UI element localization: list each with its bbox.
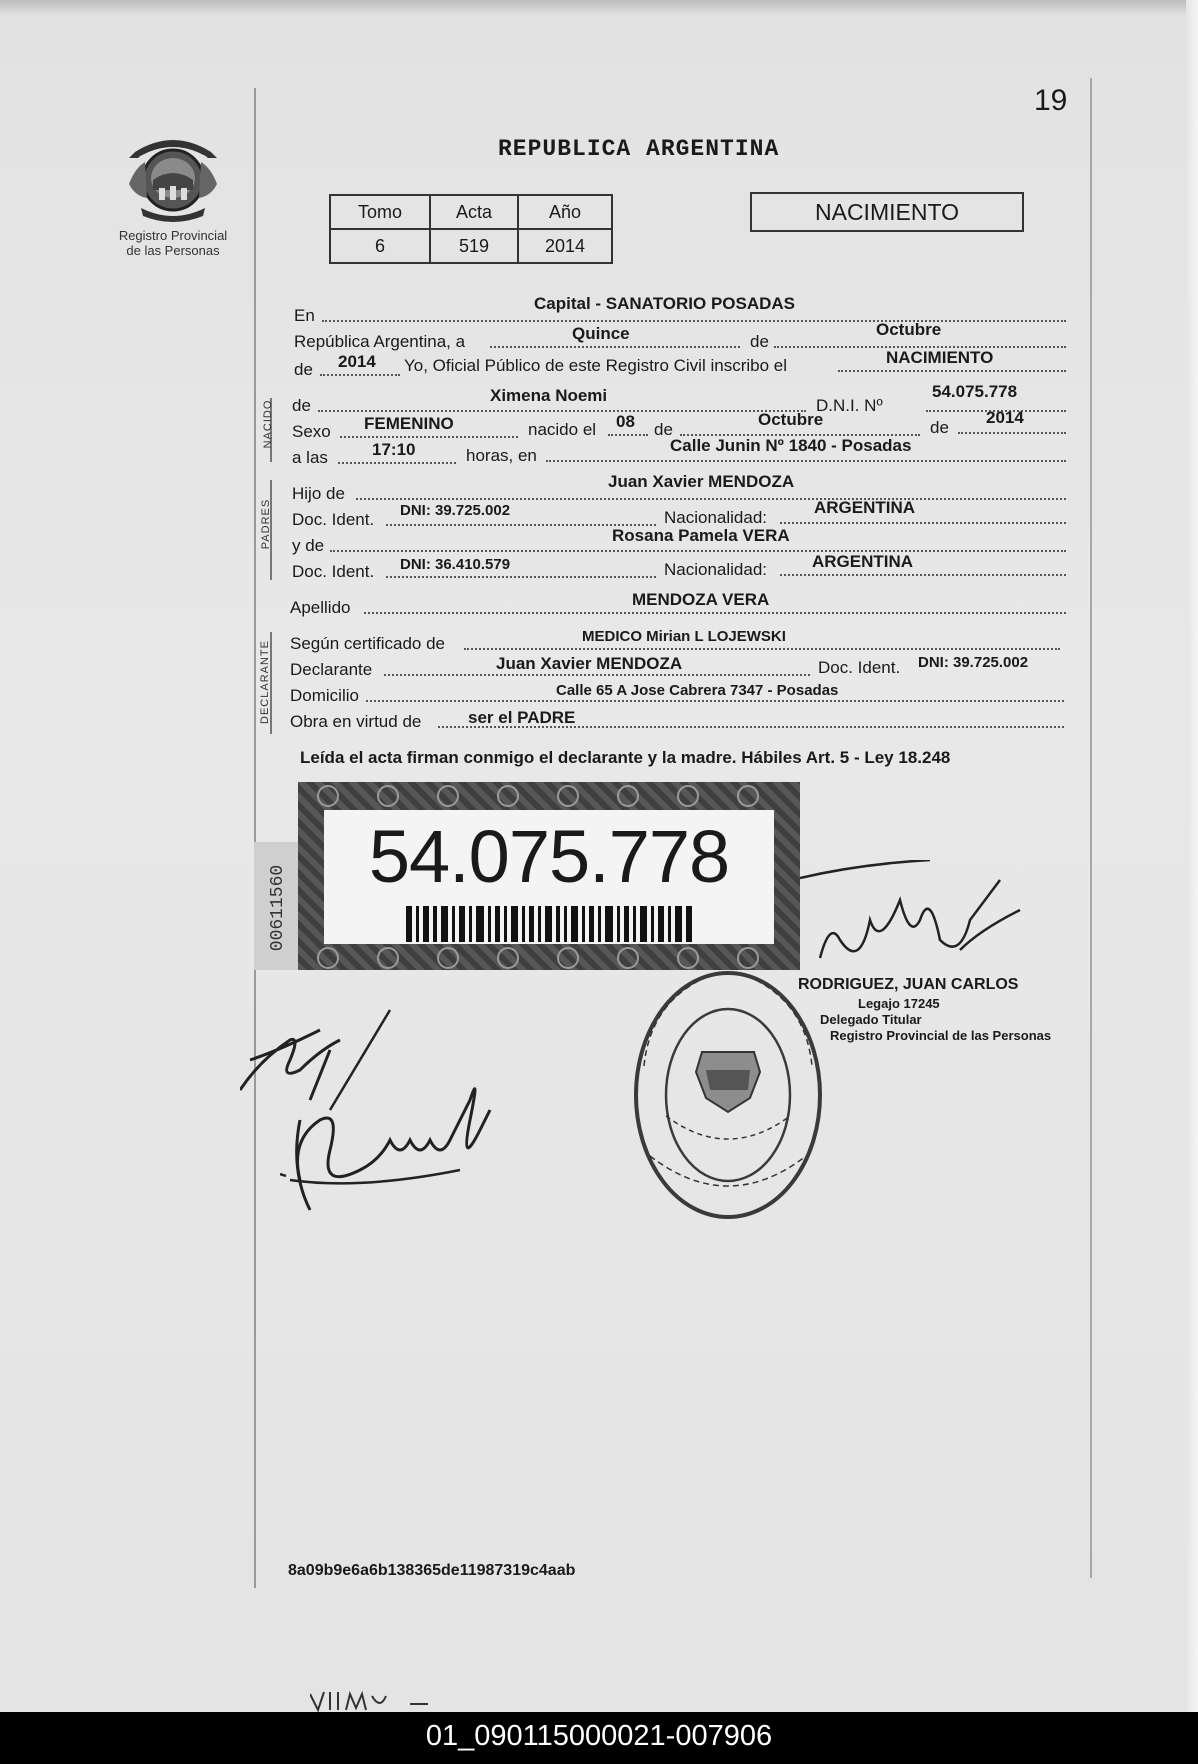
scan-shadow bbox=[0, 0, 1198, 16]
child-dni: 54.075.778 bbox=[932, 382, 1018, 401]
id-sticker bbox=[298, 782, 800, 970]
reference-table bbox=[329, 194, 613, 264]
declarante-doc: DNI: 39.725.002 bbox=[918, 654, 1029, 671]
logo-caption-line1: Registro Provincial bbox=[118, 228, 228, 243]
birth-place: Calle Junin Nº 1840 - Posadas bbox=[670, 436, 912, 455]
document-title: REPUBLICA ARGENTINA bbox=[498, 136, 780, 162]
province-coat-of-arms-icon bbox=[125, 128, 221, 224]
child-name: Ximena Noemi bbox=[490, 386, 608, 405]
right-margin-rule bbox=[1090, 78, 1092, 1578]
officer-signature-icon bbox=[800, 860, 1040, 980]
birth-year: 2014 bbox=[986, 408, 1024, 427]
logo-caption-line2: de las Personas bbox=[126, 243, 220, 258]
ref-value-acta: 519 bbox=[430, 229, 518, 263]
hijo-de-label: Hijo de bbox=[292, 484, 345, 503]
declarante-label: DECLARANTE bbox=[259, 640, 271, 724]
oficial-text: Yo, Oficial Público de este Registro Civil inscribo el bbox=[404, 356, 787, 375]
serial-number: 00611560 bbox=[268, 864, 288, 952]
barcode-icon bbox=[406, 906, 696, 942]
officer-role-1: Delegado Titular bbox=[820, 1012, 922, 1027]
mother-signature-icon bbox=[280, 1060, 520, 1220]
certificate-source: MEDICO Mirian L LOJEWSKI bbox=[582, 628, 786, 645]
mother-doc-label: Doc. Ident. bbox=[292, 562, 375, 581]
scan-file-code: 01_090115000021-007906 bbox=[425, 1720, 773, 1752]
birth-time: 17:10 bbox=[372, 440, 416, 459]
sticker-id-number: 54.075.778 bbox=[368, 815, 730, 898]
ref-header-tomo: Tomo bbox=[330, 195, 430, 229]
a-las-label: a las bbox=[292, 448, 328, 467]
republica-label: República Argentina, a bbox=[294, 332, 466, 351]
domicilio-label: Domicilio bbox=[290, 686, 359, 705]
ref-header-acta: Acta bbox=[430, 195, 518, 229]
de-label-4: de bbox=[930, 418, 949, 437]
left-margin-rule bbox=[254, 88, 256, 1588]
mother-doc: DNI: 36.410.579 bbox=[400, 556, 511, 573]
father-nationality: ARGENTINA bbox=[814, 498, 916, 517]
obra-label: Obra en virtud de bbox=[290, 712, 422, 731]
dni-label: D.N.I. Nº bbox=[816, 396, 883, 415]
security-r-pattern-icon bbox=[298, 782, 800, 810]
ref-value-tomo: 6 bbox=[330, 229, 430, 263]
father-doc: DNI: 39.725.002 bbox=[400, 502, 511, 519]
father-nat-label: Nacionalidad: bbox=[664, 508, 768, 527]
sexo-label: Sexo bbox=[292, 422, 331, 441]
officer-legajo: Legajo 17245 bbox=[858, 996, 940, 1011]
mother-nat-label: Nacionalidad: bbox=[664, 560, 768, 579]
nacido-label: NACIDO bbox=[262, 399, 274, 449]
mother-name: Rosana Pamela VERA bbox=[612, 526, 790, 545]
padres-label: PADRES bbox=[260, 498, 272, 550]
document-hash: 8a09b9e6a6b138365de11987319c4aab bbox=[288, 1562, 576, 1579]
father-doc-label: Doc. Ident. bbox=[292, 510, 375, 529]
declarante-address: Calle 65 A Jose Cabrera 7347 - Posadas bbox=[556, 682, 839, 699]
ref-value-ano: 2014 bbox=[518, 229, 612, 263]
declarante-name: Juan Xavier MENDOZA bbox=[496, 654, 683, 673]
sticker-label bbox=[324, 810, 774, 944]
official-stamp-icon bbox=[630, 966, 826, 1224]
birth-day: 08 bbox=[616, 412, 635, 431]
father-name: Juan Xavier MENDOZA bbox=[608, 472, 795, 491]
de-label-2: de bbox=[294, 360, 313, 379]
surname: MENDOZA VERA bbox=[632, 590, 770, 609]
handwritten-note-icon bbox=[310, 1690, 440, 1712]
intro-year: 2014 bbox=[338, 352, 376, 371]
segun-label: Según certificado de bbox=[290, 634, 445, 653]
de-label-3: de bbox=[654, 420, 673, 439]
birth-month: Octubre bbox=[758, 410, 824, 429]
de-label: de bbox=[750, 332, 769, 351]
en-label: En bbox=[294, 306, 315, 325]
intro-place: Capital - SANATORIO POSADAS bbox=[534, 294, 796, 313]
officer-role-2: Registro Provincial de las Personas bbox=[830, 1028, 1052, 1043]
intro-act: NACIMIENTO bbox=[886, 348, 994, 367]
apellido-label: Apellido bbox=[290, 598, 351, 617]
declarante-reason: ser el PADRE bbox=[468, 708, 576, 727]
ref-header-ano: Año bbox=[518, 195, 612, 229]
record-type-box: NACIMIENTO bbox=[750, 192, 1024, 232]
child-sex: FEMENINO bbox=[364, 414, 454, 433]
mother-nationality: ARGENTINA bbox=[812, 552, 914, 571]
nacido-de-label: de bbox=[292, 396, 311, 415]
declarante-doc-label: Doc. Ident. bbox=[818, 658, 901, 677]
nacido-el-label: nacido el bbox=[528, 420, 597, 439]
officer-name: RODRIGUEZ, JUAN CARLOS bbox=[798, 976, 1019, 993]
intro-month: Octubre bbox=[876, 320, 942, 339]
page-edge bbox=[1186, 0, 1198, 1712]
page-number: 19 bbox=[1034, 84, 1068, 117]
horas-label: horas, en bbox=[466, 446, 537, 465]
y-de-label: y de bbox=[292, 536, 325, 555]
intro-day: Quince bbox=[572, 324, 630, 343]
closing-statement: Leída el acta firman conmigo el declarante y la madre. Hábiles Art. 5 - Ley 18.248 bbox=[300, 748, 951, 767]
province-logo bbox=[108, 128, 238, 258]
declarante-name-label: Declarante bbox=[290, 660, 373, 679]
